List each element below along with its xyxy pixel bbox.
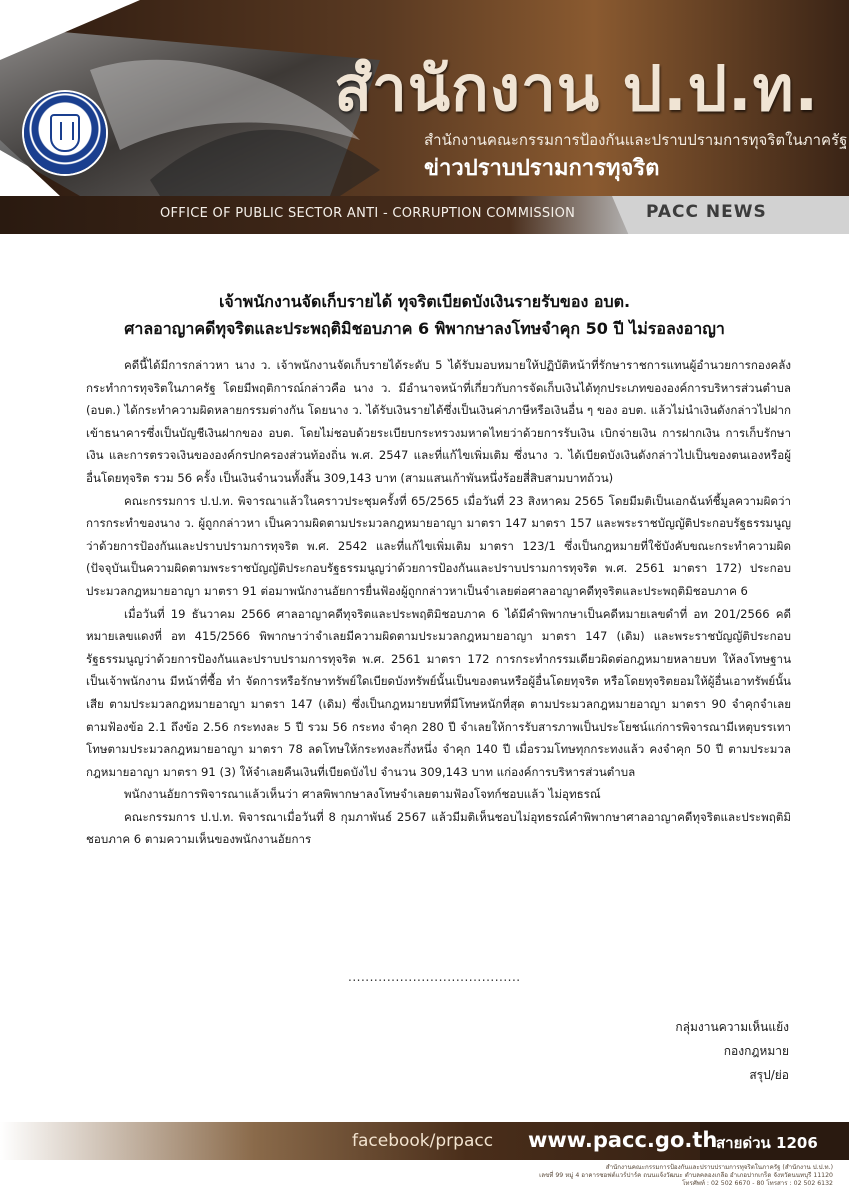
footer-contact-phone: โทรศัพท์ : 02 502 6670 - 80 โทรสาร : 02 502 6132	[682, 1180, 833, 1187]
paragraph-committee-ruling: คณะกรรมการ ป.ป.ท. พิจารณาแล้วในคราวประชุมครั้งที่ 65/2565 เมื่อวันที่ 23 สิงหาคม 2565 โดยมีมติเป็นเอกฉันท์ชี้มูลความผิดว่า การกระทำของนาง ว. ผู้ถูกกล่าวหา เป็นความผิดตามประมวลกฎหมายอาญา มาตรา 147 มาตรา 157 และพระราชบัญญัติประกอบรัฐธรรมนูญว่าด้วยการป้องกันและปราบปรามการทุจริต พ.ศ. 2542 และที่แก้ไขเพิ่มเติม มาตรา 123/1 ซึ่งเป็นกฎหมายที่ใช้บังคับขณะกระทำความผิด (ปัจจุบันเป็นความผิดตามพระราชบัญญัติประกอบรัฐธรรมนูญว่าด้วยการป้องกันและปราบปรามการทุจริต พ.ศ. 2561 มาตรา 172) ประกอบประมวลกฎหมายอาญา มาตรา 91 ต่อมาพนักงานอัยการยื่นฟ้องผู้ถูกกล่าวหาเป็นจำเลยต่อศาลอาญาคดีทุจริตและประพฤติมิชอบภาค 6	[86, 493, 791, 598]
paragraph-allegation: คดีนี้ได้มีการกล่าวหา นาง ว. เจ้าพนักงานจัดเก็บรายได้ระดับ 5 ได้รับมอบหมายให้ปฏิบัติหน้าที่รักษาราชการแทนผู้อำนวยการกองคลัง กระทำการทุจริตในภาครัฐ โดยมีพฤติการณ์กล่าวคือ นาง ว. มีอำนาจหน้าที่เกี่ยวกับการจัดเก็บเงินได้ทุกประเภทขององค์การบริหารส่วนตำบล (อบต.) ได้กระทำความผิดหลายกรรมต่างกัน โดยนาง ว. ได้รับเงินรายได้ซึ่งเป็นเงินค่าภาษีหรือเงินอื่น ๆ ของ อบต. แล้วไม่นำเงินดังกล่าวไปฝากเข้าธนาคารซึ่งเป็นบัญชีเงินฝากของ อบต. โดยไม่ชอบด้วยระเบียบกระทรวงมหาดไทยว่าด้วยการรับเงิน เบิกจ่ายเงิน การฝากเงิน การเก็บรักษาเงิน และการตรวจเงินขององค์กรปกครองส่วนท้องถิ่น พ.ศ. 2547 และที่แก้ไขเพิ่มเติม ซึ่งนาง ว. ได้เบียดบังเงินดังกล่าวไปเป็นของตนเองหรือผู้อื่นโดยทุจริต รวม 56 ครั้ง เป็นเงินจำนวนทั้งสิ้น 309,143 บาท (สามแสนเก้าพันหนึ่งร้อยสี่สิบสามบาทถ้วน)	[86, 358, 791, 485]
end-separator: ........................................	[348, 970, 521, 984]
paragraph-committee-decision: คณะกรรมการ ป.ป.ท. พิจารณาเมื่อวันที่ 8 กุมภาพันธ์ 2567 แล้วมีมติเห็นชอบไม่อุทธรณ์คำพิพากษาศาลอาญาคดีทุจริตและประพฤติมิชอบภาค 6 ตามความเห็นของพนักงานอัยการ	[86, 809, 791, 847]
pacc-logo	[24, 92, 106, 174]
org-title: สำนักงาน ป.ป.ท.	[334, 52, 819, 125]
pacc-news-label: PACC NEWS	[646, 202, 767, 222]
org-subtitle: สำนักงานคณะกรรมการป้องกันและปราบปรามการทุจริตในภาครัฐ	[424, 131, 848, 149]
headline-line-1: เจ้าพนักงานจัดเก็บรายได้ ทุจริตเบียดบังเงินรายรับของ อบต.	[218, 292, 631, 311]
news-section-label: ข่าวปราบปรามการทุจริต	[424, 156, 660, 181]
paragraph-court-judgment: เมื่อวันที่ 19 ธันวาคม 2566 ศาลอาญาคดีทุจริตและประพฤติมิชอบภาค 6 ได้มีคำพิพากษาเป็นคดีหมายเลขดำที่ อท 201/2566 คดีหมายเลขแดงที่ อท 415/2566 พิพากษาว่าจำเลยมีความผิดตามประมวลกฎหมายอาญา มาตรา 147 (เดิม) และพระราชบัญญัติประกอบรัฐธรรมนูญว่าด้วยการป้องกันและปราบปรามการทุจริต พ.ศ. 2561 มาตรา 172 การกระทำกรรมเดียวผิดต่อกฎหมายหลายบท ให้ลงโทษฐานเป็นเจ้าพนักงาน มีหน้าที่ซื้อ ทำ จัดการหรือรักษาทรัพย์ใดเบียดบังทรัพย์นั้นเป็นของตนหรือผู้อื่นโดยทุจริต หรือโดยทุจริตยอมให้ผู้อื่นเอาทรัพย์นั้นเสีย ตามประมวลกฎหมายอาญา มาตรา 147 (เดิม) ซึ่งเป็นกฎหมายบทที่มีโทษหนักที่สุด ตามประมวลกฎหมายอาญา มาตรา 90 จำคุกจำเลยตามฟ้องข้อ 2.1 ถึงข้อ 2.56 กระทงละ 5 ปี รวม 56 กระทง จำคุก 280 ปี จำเลยให้การรับสารภาพเป็นประโยชน์แก่การพิจารณามีเหตุบรรเทาโทษตามประมวลกฎหมายอาญา มาตรา 78 ลดโทษให้กระทงละกึ่งหนึ่ง จำคุก 140 ปี เมื่อรวมโทษทุกกระทงแล้ว คงจำคุก 50 ปี ตามประมวลกฎหมายอาญา มาตรา 91 (3) ให้จำเลยคืนเงินที่เบียดบังไป จำนวน 309,143 บาท แก่องค์การบริหารส่วนตำบล	[86, 606, 791, 779]
hotline-number: สายด่วน 1206	[716, 1134, 818, 1152]
footer-address-street: เลขที่ 99 หมู่ 4 อาคารซอฟต์แวร์ปาร์ค ถนนแจ้งวัฒนะ ตำบลคลองเกลือ อำเภอปากเกร็ด จังหวัดนนทบุรี 11120	[539, 1172, 833, 1179]
paragraph-prosecutor-opinion: พนักงานอัยการพิจารณาแล้วเห็นว่า ศาลพิพากษาลงโทษจำเลยตามฟ้องโจทก์ชอบแล้ว ไม่อุทธรณ์	[124, 787, 601, 802]
facebook-link[interactable]: facebook/prpacc	[352, 1131, 494, 1151]
header-banner	[0, 0, 849, 238]
article-body	[86, 354, 791, 851]
office-name-english: OFFICE OF PUBLIC SECTOR ANTI - CORRUPTION COMMISSION	[160, 206, 576, 221]
signature-note: สรุป/ย่อ	[749, 1068, 789, 1082]
footer-address-org: สำนักงานคณะกรรมการป้องกันและปราบปรามการทุจริตในภาครัฐ (สำนักงาน ป.ป.ท.)	[605, 1164, 833, 1171]
signature-division: กองกฎหมาย	[723, 1044, 789, 1058]
headline-line-2: ศาลอาญาคดีทุจริตและประพฤติมิชอบภาค 6 พิพากษาลงโทษจำคุก 50 ปี ไม่รอลงอาญา	[124, 319, 725, 338]
signature-unit: กลุ่มงานความเห็นแย้ง	[675, 1020, 789, 1034]
website-link[interactable]: www.pacc.go.th	[528, 1128, 718, 1152]
